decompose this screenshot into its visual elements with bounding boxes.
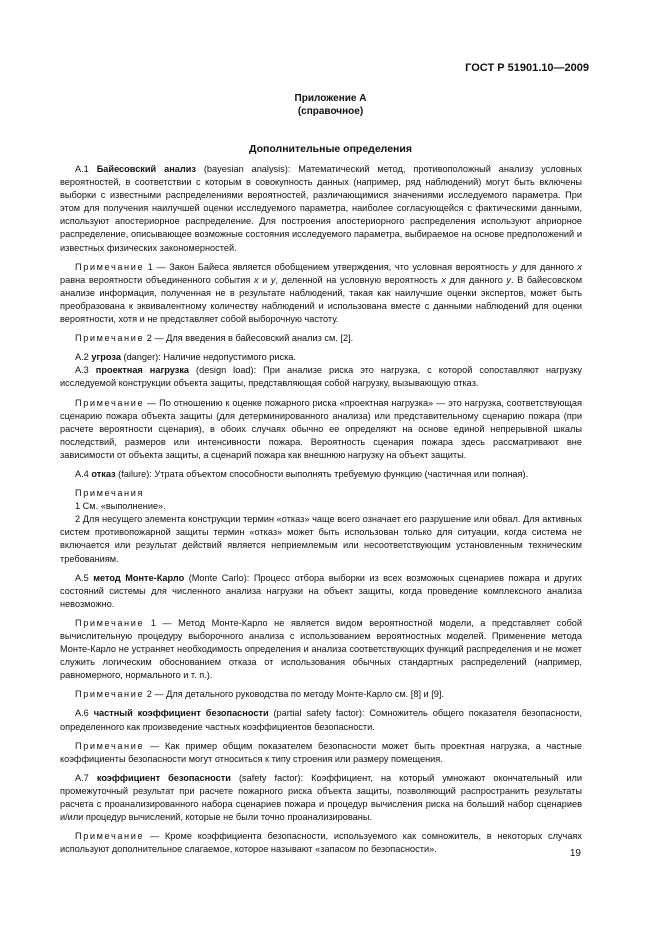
section-title: Дополнительные определения [249,143,412,155]
note-a5-2 [60,688,582,701]
definition-text: (safety factor): Коэффициент, на который умножают окончательный или промежуточный результат при расчете пожарного риска объекта защиты, позволяющий распространить результаты расчета с проанализированного набора сценариев пожара и процедур вычисления риска на больший набор сценариев и/или процедур вычислений, которые не были точно проанализированы. [60,772,583,823]
variable: у [506,274,512,285]
notes-label: Примечания [75,488,145,499]
note-text: для данного [516,261,578,272]
definition-a7 [60,772,582,824]
appendix-subtitle: (справочное) [297,106,364,117]
note-text: равна вероятности объединенного события [60,274,254,285]
note-text: 2 — Для детального руководства по методу Монте-Карло см. [8] и [9]. [144,689,445,700]
note-text: — Кроме коэффициента безопасности, используемого как сомножитель, в некоторых случаях используют дополнительное слагаемое, которое называют «запасом по безопасности». [60,831,582,855]
note-label: Примечание [75,333,145,344]
notes-a4-label [60,487,582,500]
definition-text: (Monte Carlo): Процесс отбора выборки из всех возможных сценариев пожара и других состояний системы для численного анализа нагрузки на объект защиты, когда проведение комплексного анализа невозможно. [60,572,582,609]
definition-a3 [60,364,582,390]
note-label: Примечание [75,831,145,842]
term: отказ [91,468,116,479]
note-a1-1 [60,261,582,326]
definition-text: (design load): При анализе риска это нагрузка, с которой сопоставляют нагрузку исследуемой конструкции объекта защиты, представляющая собой нагрузку, вызывающую отказ. [60,365,583,389]
note-text: 1 — Закон Байеса является обобщением утверждения, что условная вероятность [144,261,513,272]
variable: х [577,261,583,272]
term: частный коэффициент безопасности [93,708,269,719]
note-label: Примечание [75,617,145,628]
appendix-title: Приложение А [294,93,367,104]
note-a7 [60,830,582,856]
note-text: 2 — Для введения в байесовский анализ см. [2]. [144,333,354,344]
definition-text: (failure): Утрата объектом способности выполнять требуемую функцию (частичная или полная). [115,468,529,479]
variable: у [270,274,276,285]
note-text: , деленной на условную вероятность [275,274,442,285]
term: Байесовский анализ [96,164,196,174]
note-label: Примечание [75,397,145,408]
term: угроза [91,352,121,363]
note-a4-1: 1 См. «выполнение». [75,501,166,512]
term: проектная нагрузка [95,365,190,376]
note-label: Примечание [75,261,145,272]
clause-number: А.4 [75,468,92,479]
note-label: Примечание [75,740,145,751]
definition-a5 [60,572,582,611]
document-body [60,163,582,856]
note-text: — По отношению к оценке пожарного риска «проектная нагрузка» — это нагрузка, соответствующая сценарию пожара объекта защиты (для детерминированного анализа) или представительному сценарию пожара (при расчете вероятности сценария), в обоих случаях обычно ее определяют на основе единой непрерывной шкалы последствий, размеров или интенсивности пожара. Вероятность сценария пожара здесь рассматривают вне зависимости от объекта защиты, а сценарий пожара как внешнюю нагрузку на объект защиты. [60,397,582,460]
clause-number: А.1 [75,164,97,174]
definition-text: (danger): Наличие недопустимого риска. [120,352,296,363]
clause-number: А.5 [75,572,94,583]
term: коэффициент безопасности [96,772,231,783]
note-text: — Как пример общим показателем безопасности может быть проектная нагрузка, а частные коэффициенты безопасности могут относиться к типу строения или размеру помещения. [60,740,582,764]
definition-text: (bayesian analysis): Математический метод, противоположный анализу условных вероятностей, в соответствии с которым в совокупность данных (например, ряд наблюдений) могут быть включены выборки с известными распределениями вероятностей, различающимися значениями исследуемого параметра. При этом для получения наилучшей оценки исследуемого параметра, наиболее согласующейся с фактическими данными, используют апостериорное распределение. Для построения апостериорного распределения используют априорное распределение, описывающее возможные состояния исследуемого параметра, выбираемое на основе предположений и известных физических закономерностей. [60,164,583,253]
note-a4-2: 2 Для несущего элемента конструкции термин «отказ» чаще всего означает его разрушение или обвал. Для активных систем противопожарной защиты термин «отказ» может быть использован только для ситуации, когда система не включается или результат действий является неприемлемым или несоответствующим установленным техническим требованиям. [60,514,582,564]
note-a5-1 [60,617,582,682]
note-text: . В байесовском анализе информация, полученная не в результате наблюдений, такая как наилучшие оценки экспертов, может быть преобразована к эквивалентному количеству наблюдений и использована вместе с данными наблюдений для оценки вероятности, хотя и не представляет собой выборочную частоту. [60,274,583,325]
clause-number: А.2 [75,352,92,363]
note-text: 1 — Метод Монте-Карло не является видом вероятностной модели, а представляет собой вычислительную процедуру выборочного анализа с использованием вероятностных моделей. Применение метода Монте-Карло не устраняет необходимость определения и анализа соответствующих функций распределения и не может служить логическим обоснованием отказа от использования обычных стандартных распределений (например, равномерного, нормального и т. п.). [60,617,582,681]
variable: х [253,274,259,285]
definition-a2 [60,351,582,364]
variable: у [512,261,517,272]
document-code-header: ГОСТ Р 51901.10—2009 [465,62,589,74]
definition-a1 [60,163,582,255]
note-text: для данного [445,274,507,285]
clause-number: А.3 [75,365,96,376]
note-a1-2 [60,332,582,345]
definition-a6 [60,707,582,733]
note-text: и [258,274,271,285]
note-a6 [60,740,582,766]
page-number: 19 [569,848,581,859]
note-a3 [60,397,582,462]
note-label: Примечание [75,689,145,700]
term: метод Монте-Карло [93,572,185,583]
definition-a4 [60,468,582,481]
clause-number: А.7 [75,772,97,783]
definition-text: (partial safety factor): Сомножитель общего показателя безопасности, определенного как произведение частных коэффициентов безопасности. [60,708,582,732]
appendix-heading [0,92,661,118]
variable: х [441,274,446,285]
clause-number: А.6 [75,708,94,719]
